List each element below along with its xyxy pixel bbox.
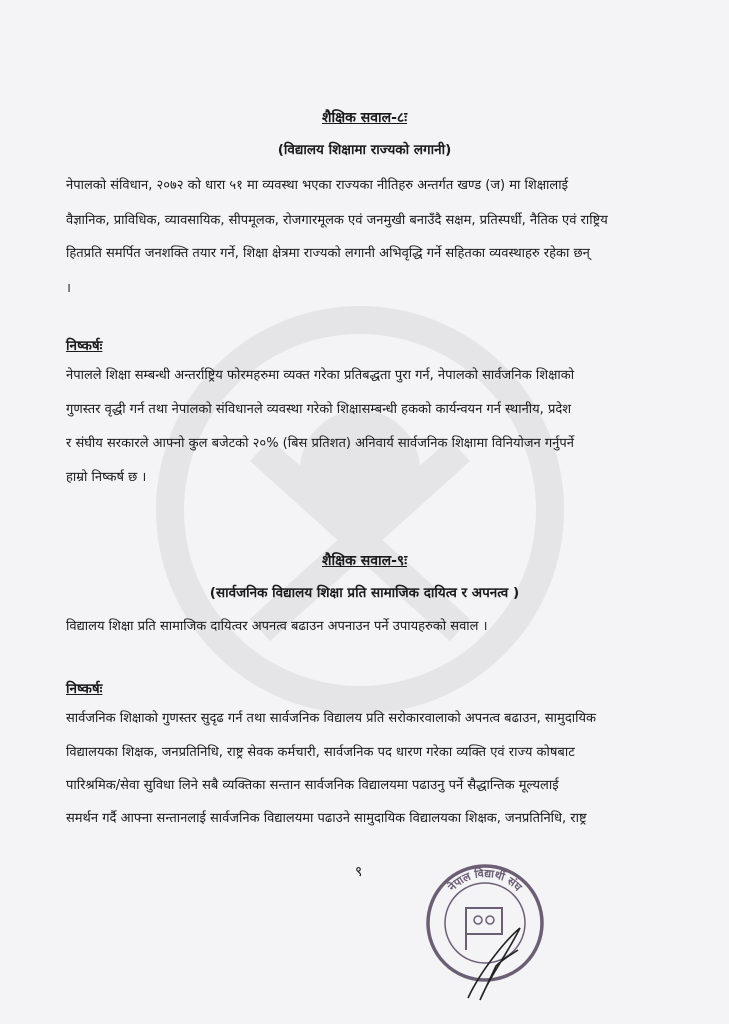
section8-conclusion-line: गुणस्तर वृद्धी गर्न तथा नेपालको संविधानले व्यवस्था गरेको शिक्षासम्बन्धी हकको कार्यन्वयन गर्न स्थानीय, प्रदेश: [66, 402, 572, 417]
section8-conclusion-label: निष्कर्षः: [66, 338, 103, 354]
section8-conclusion-line: हाम्रो निष्कर्ष छ ।: [66, 470, 147, 485]
section8-conclusion-line: नेपालले शिक्षा सम्बन्धी अन्तर्राष्ट्रिय फोरमहरुमा व्यक्त गरेका प्रतिबद्धता पुरा गर्न, नेपालको सार्वजनिक शिक्षाको: [66, 368, 575, 383]
section9-conclusion-label: निष्कर्षः: [66, 681, 103, 697]
signature: [468, 928, 520, 1000]
section9-conclusion-line: सार्वजनिक शिक्षाको गुणस्तर सुदृढ गर्न तथा सार्वजनिक विद्यालय प्रति सरोकारवालाको अपनत्व बढाउन, सामुदायिक: [66, 711, 596, 726]
section8-subheading: (विद्यालय शिक्षामा राज्यको लगानी): [277, 142, 452, 158]
section8-conclusion-line: र संघीय सरकारले आफ्नो कुल बजेटको २०% (बिस प्रतिशत) अनिवार्य सार्वजनिक शिक्षामा विनियोजन गर्नुपर्ने: [66, 436, 574, 451]
section9-conclusion-line: समर्थन गर्दै आफ्ना सन्तानलाई सार्वजनिक विद्यालयमा पढाउने सामुदायिक विद्यालयका शिक्षक, जनप्रतिनिधि, राष्ट्र: [66, 811, 587, 826]
section9-subheading: (सार्वजनिक विद्यालय शिक्षा प्रति सामाजिक दायित्व र अपनत्व ): [209, 585, 520, 601]
section8-heading: शैक्षिक सवाल-८ः: [321, 110, 408, 126]
section9-conclusion-line: विद्यालयका शिक्षक, जनप्रतिनिधि, राष्ट्र सेवक कर्मचारी, सार्वजनिक पद धारण गरेका व्यक्ति एवं राज्य कोषबाट: [66, 745, 575, 760]
organization-stamp: [420, 858, 550, 1008]
watermark-emblem: [150, 300, 570, 720]
section9-conclusion-line: पारिश्रमिक/सेवा सुविधा लिने सबै व्यक्तिका सन्तान सार्वजनिक विद्यालयमा पढाउनु पर्ने सैद्धान्तिक मूल्यलाई: [66, 778, 559, 793]
section9-heading: शैक्षिक सवाल-९ः: [321, 553, 408, 569]
section8-body-line: नेपालको संविधान, २०७२ को धारा ५१ मा व्यवस्था भएका राज्यका नीतिहरु अन्तर्गत खण्ड (ज) मा शिक्षालाई: [66, 178, 568, 193]
section8-body-line: वैज्ञानिक, प्राविधिक, व्यावसायिक, सीपमूलक, रोजगारमूलक एवं जनमुखी बनाउँदै सक्षम, प्रतिस्पर्धी, नैतिक एवं राष्ट्रिय: [66, 213, 608, 228]
page-number: ९: [355, 864, 363, 880]
section8-body-line: हितप्रति समर्पित जनशक्ति तयार गर्ने, शिक्षा क्षेत्रमा राज्यको लगानी अभिवृद्धि गर्ने सहितका व्यवस्थाहरु रहेका छन्: [66, 246, 590, 261]
section9-body-line: विद्यालय शिक्षा प्रति सामाजिक दायित्वर अपनत्व बढाउन अपनाउन पर्ने उपायहरुको सवाल ।: [66, 619, 488, 634]
svg-text:नेपाल विद्यार्थी संघ: नेपाल विद्यार्थी संघ: [445, 866, 525, 894]
section8-body-line: ।: [66, 281, 71, 296]
